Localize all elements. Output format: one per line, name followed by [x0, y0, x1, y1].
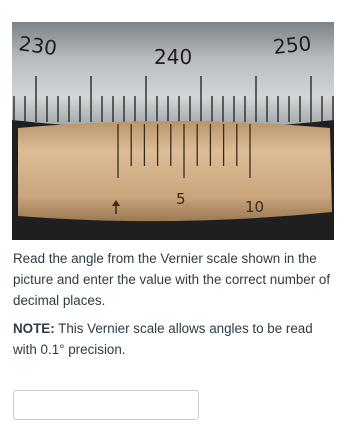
- main-scale-label: 250: [272, 31, 313, 59]
- main-scale-label: 240: [154, 45, 193, 69]
- vernier-label: 10: [245, 198, 265, 216]
- note-body: This Vernier scale allows angles to be read with 0.1° precision.: [13, 321, 313, 357]
- note-label: NOTE:: [13, 321, 55, 336]
- vernier-plate: [18, 121, 332, 221]
- vernier-scale-photo: [12, 22, 334, 240]
- main-scale-label: 230: [17, 31, 59, 61]
- question-text: Read the angle from the Vernier scale shown in the picture and enter the value with the correct number of decimal places.: [13, 251, 331, 308]
- answer-input[interactable]: [13, 390, 199, 420]
- vernier-label: 5: [176, 190, 186, 208]
- note-text: [13, 318, 339, 360]
- vernier-scale-image: [12, 22, 334, 240]
